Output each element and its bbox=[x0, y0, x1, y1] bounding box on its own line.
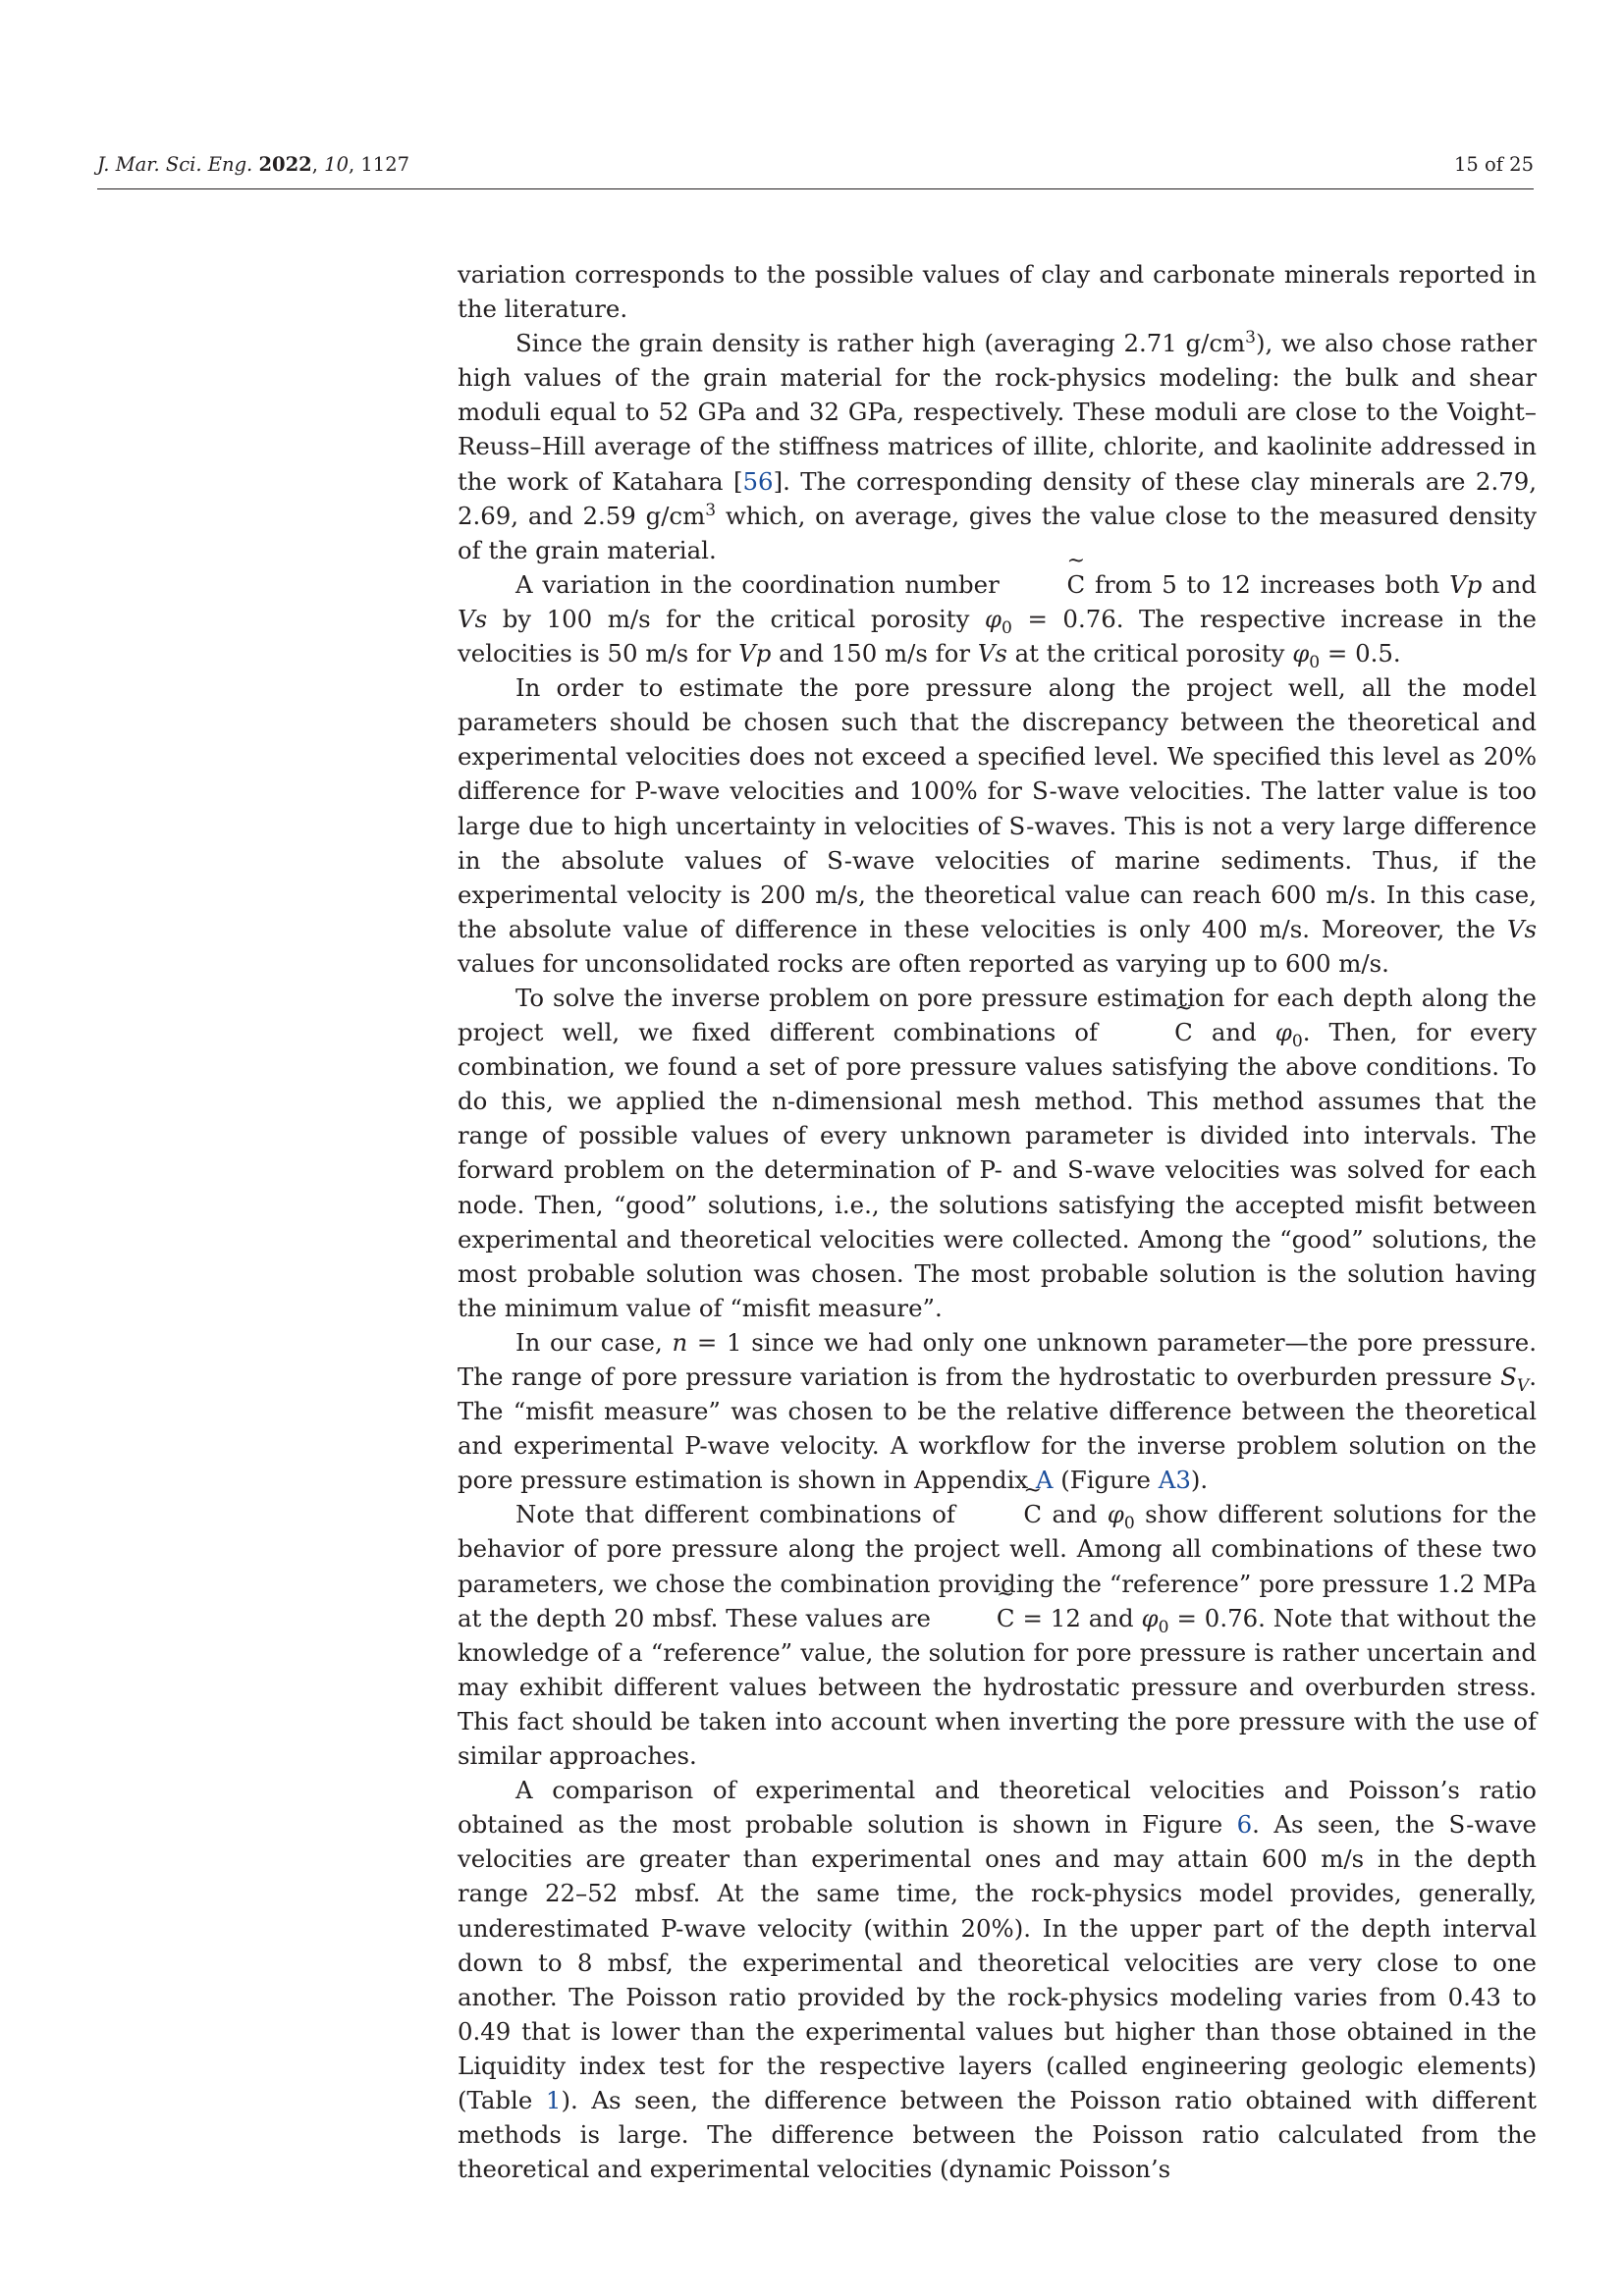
text-run: = 0.76. The respective increase in the velocities is 50 m/s for bbox=[458, 604, 1537, 668]
porosity-symbol: φ bbox=[1274, 1018, 1292, 1047]
citation: J. Mar. Sci. Eng. 2022, 10, 1127 bbox=[97, 153, 410, 176]
paragraph-4 bbox=[458, 670, 1537, 981]
text-run: by 100 m/s for the critical porosity bbox=[487, 604, 985, 633]
subscript: V bbox=[1516, 1375, 1530, 1396]
superscript: 3 bbox=[705, 500, 717, 520]
article-number: 1127 bbox=[360, 153, 410, 176]
paragraph-1 bbox=[458, 257, 1537, 326]
subscript: 0 bbox=[1158, 1617, 1169, 1637]
text-run: at the critical porosity bbox=[1006, 639, 1293, 668]
text-run: ]. The corresponding density of these clay minerals are 2.79, 2.69, and 2.59 g/cm bbox=[458, 466, 1537, 530]
porosity-symbol: φ bbox=[1141, 1603, 1159, 1632]
text-run: = 0.76. Note that without the knowledge of a “reference” value, the solution for pore pressure is rather uncertain and may exhibit different values between the hydrostatic pressure and overburden stress. This fact should be taken into account when inverting the pore pressure with the use of similar approaches. bbox=[458, 1603, 1537, 1771]
text-run: from 5 to 12 increases both bbox=[1085, 569, 1450, 599]
porosity-symbol: φ bbox=[1107, 1500, 1124, 1529]
vs-symbol: Vs bbox=[1506, 914, 1537, 943]
coordination-number-symbol: ~ C bbox=[1009, 567, 1086, 602]
text-run: In our case, bbox=[515, 1327, 673, 1357]
subscript: 0 bbox=[1291, 1031, 1303, 1051]
subscript: 0 bbox=[1001, 617, 1012, 638]
text-run: = 12 and bbox=[1014, 1603, 1142, 1632]
text-run: Since the grain density is rather high (averaging 2.71 g/cm bbox=[515, 329, 1246, 358]
n-symbol: n bbox=[672, 1327, 688, 1357]
text-run: and 150 m/s for bbox=[771, 639, 978, 668]
porosity-symbol: φ bbox=[984, 604, 1002, 633]
subscript: 0 bbox=[1309, 652, 1321, 672]
porosity-symbol: φ bbox=[1292, 639, 1310, 668]
appendix-link[interactable]: A bbox=[1035, 1466, 1054, 1495]
text-run: ), we also chose rather high values of the grain material for the rock-physics modeling: the bulk and shear moduli equal to 52 GPa and 32 GPa, respectively. These moduli are close to the Voight–Reuss–Hill average of the stiffness matrices of illite, chlorite, and kaolinite addressed in the work of Katahara [ bbox=[458, 329, 1537, 496]
paragraph-text: variation corresponds to the possible values of clay and carbonate minerals reported in the literature. bbox=[458, 260, 1537, 324]
text-run: Note that different combinations of bbox=[515, 1500, 966, 1529]
figure-6-link[interactable]: 6 bbox=[1236, 1810, 1253, 1840]
citation-link-56[interactable]: 56 bbox=[742, 466, 774, 496]
text-run: A variation in the coordination number bbox=[515, 569, 1009, 599]
text-run: = 0.5. bbox=[1320, 639, 1401, 668]
text-run: A comparison of experimental and theoretical velocities and Poisson’s ratio obtained as the most probable solution is shown in Figure bbox=[458, 1776, 1537, 1840]
text-run: ). As seen, the difference between the Poisson ratio obtained with different methods is large. The difference between the Poisson ratio calculated from the theoretical and experimental velocities (dynamic Poisson’s bbox=[458, 2085, 1537, 2184]
paragraph-3 bbox=[458, 567, 1537, 670]
subscript: 0 bbox=[1123, 1514, 1135, 1534]
text-run: and bbox=[1042, 1500, 1108, 1529]
journal-year: 2022 bbox=[258, 153, 312, 176]
superscript: 3 bbox=[1245, 328, 1257, 348]
text-run: values for unconsolidated rocks are often reported as varying up to 600 m/s. bbox=[458, 948, 1389, 978]
paragraph-7 bbox=[458, 1497, 1537, 1773]
text-run: (Figure bbox=[1053, 1466, 1159, 1495]
running-header bbox=[97, 149, 1534, 189]
coordination-number-symbol: ~ C bbox=[939, 1601, 1015, 1635]
text-run: and bbox=[1482, 569, 1537, 599]
figure-a3-link[interactable]: A3 bbox=[1158, 1466, 1191, 1495]
text-run: In order to estimate the pore pressure along the project well, all the model parameters should be chosen such that the discrepancy between the theoretical and experimental velocities does not exceed a specified level. We specified this level as 20% difference for P-wave velocities and 100% for S-wave velocities. The latter value is too large due to high uncertainty in velocities of S-waves. This is not a very large difference in the absolute values of S-wave velocities of marine sediments. Thus, if the experimental velocity is 200 m/s, the theoretical value can reach 600 m/s. In this case, the absolute value of difference in these velocities is only 400 m/s. Moreover, the bbox=[458, 673, 1537, 943]
overburden-symbol: S bbox=[1500, 1362, 1517, 1391]
text-run: . Then, for every combination, we found a set of pore pressure values satisfying the above conditions. To do this, we applied the n-dimensional mesh method. This method assumes that the range of possible values of every unknown parameter is divided into intervals. The forward problem on the determination of P- and S-wave velocities was solved for each node. Then, “good” solutions, i.e., the solutions satisfying the accepted misfit between experimental and theoretical velocities were collected. Among the “good” solutions, the most probable solution was chosen. The most probable solution is the solution having the minimum value of “misfit measure”. bbox=[458, 1018, 1537, 1322]
journal-volume: 10 bbox=[324, 153, 349, 176]
paragraph-2 bbox=[458, 326, 1537, 567]
article-body bbox=[458, 257, 1537, 2186]
vs-symbol: Vs bbox=[458, 604, 488, 633]
text-run: = 1 since we had only one unknown parameter—the pore pressure. The range of pore pressure variation is from the hydrostatic to overburden pressure bbox=[458, 1327, 1537, 1391]
table-1-link[interactable]: 1 bbox=[545, 2085, 562, 2114]
vp-symbol: Vp bbox=[738, 639, 772, 668]
page-number: 15 of 25 bbox=[1454, 153, 1534, 176]
text-run: To solve the inverse problem on pore pressure estimation for each depth along the project well, we fixed different combinations of bbox=[458, 983, 1537, 1047]
text-run: . The “misfit measure” was chosen to be the relative difference between the theoretical and experimental P-wave velocity. A workflow for the inverse problem solution on the pore pressure estimation is shown in Appendix bbox=[458, 1362, 1537, 1495]
text-run: and bbox=[1192, 1018, 1275, 1047]
coordination-number-symbol: ~ C bbox=[1116, 1015, 1193, 1049]
journal-name: J. Mar. Sci. Eng. bbox=[97, 153, 253, 176]
vs-symbol: Vs bbox=[977, 639, 1007, 668]
paragraph-5 bbox=[458, 981, 1537, 1325]
text-run: ). bbox=[1190, 1466, 1209, 1495]
paragraph-8 bbox=[458, 1773, 1537, 2186]
coordination-number-symbol: ~ C bbox=[965, 1497, 1042, 1531]
paragraph-6 bbox=[458, 1325, 1537, 1497]
text-run: show different solutions for the behavior of pore pressure along the project well. Among all combinations of these two parameters, we chose the combination providing the “reference” pore pressure 1.2 MPa at the depth 20 mbsf. These values are bbox=[458, 1500, 1537, 1632]
text-run: . As seen, the S-wave velocities are greater than experimental ones and may attain 600 m/s in the depth range 22–52 mbsf. At the same time, the rock-physics model provides, generally, underestimated P-wave velocity (within 20%). In the upper part of the depth interval down to 8 mbsf, the experimental and theoretical velocities are very close to one another. The Poisson ratio provided by the rock-physics modeling varies from 0.43 to 0.49 that is lower than the experimental values but higher than those obtained in the Liquidity index test for the respective layers (called engineering geologic elements) (Table bbox=[458, 1810, 1537, 2114]
text-run: which, on average, gives the value close to the measured density of the grain material. bbox=[458, 501, 1537, 564]
vp-symbol: Vp bbox=[1449, 569, 1483, 599]
